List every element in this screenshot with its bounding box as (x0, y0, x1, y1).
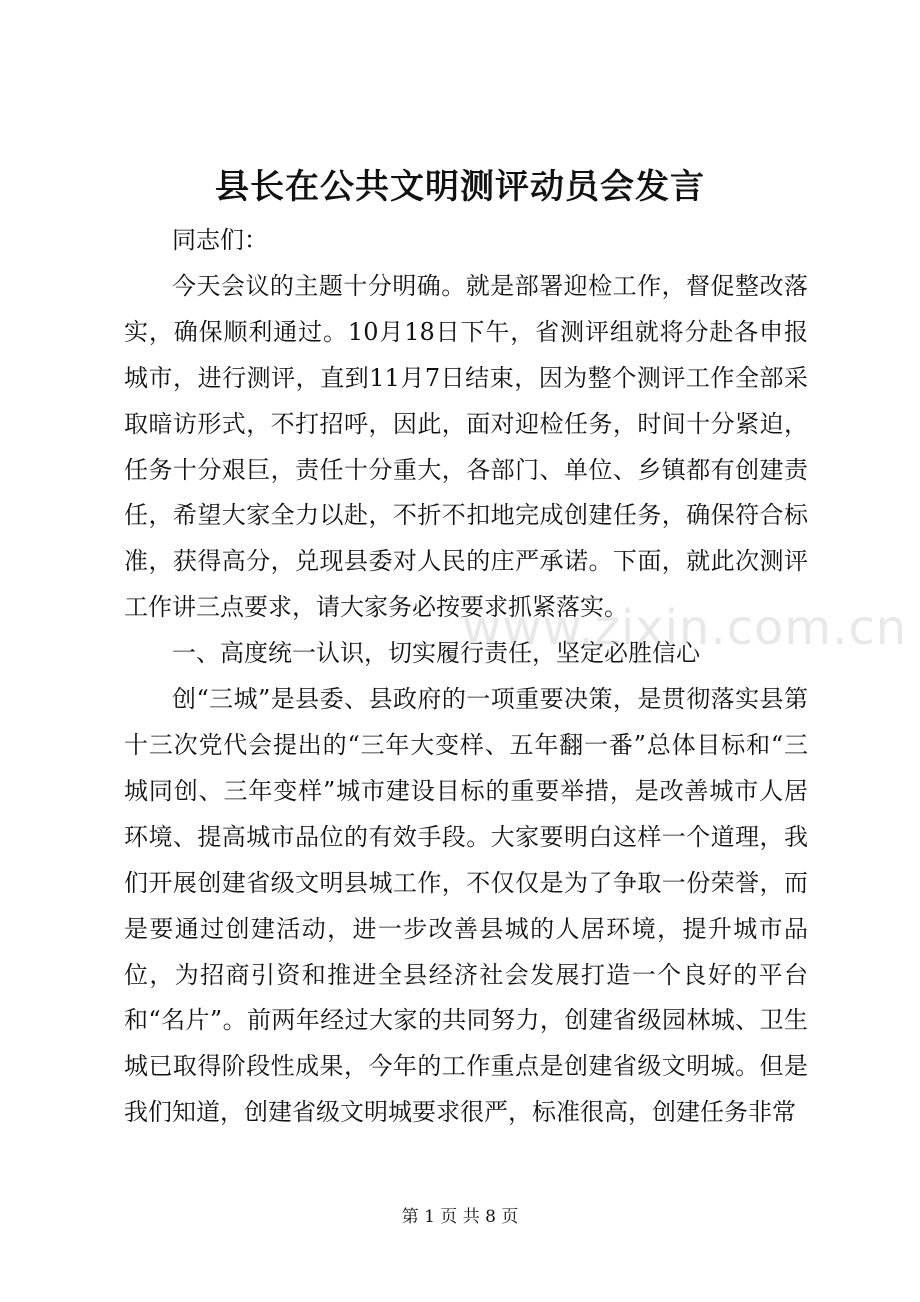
document-body (124, 218, 808, 1136)
section-heading-1: 一、高度统一认识，切实履行责任，坚定必胜信心 (172, 639, 700, 668)
greeting-paragraph: 同志们： (172, 226, 268, 254)
page-footer: 第 1 页 共 8 页 (401, 1207, 519, 1227)
watermark: www.zixin.com.cn (462, 600, 908, 656)
document-title: 县长在公共文明测评动员会发言 (215, 167, 705, 207)
body-paragraph-intro: 今天会议的主题十分明确。就是部署迎检工作，督促整改落实，确保顺利通过。10月18日下午，省测评组就将分赴各申报城市，进行测评，直到11月7日结束，因为整个测评工作全部采取暗访形式，不打招呼，因此，面对迎检任务，时间十分紧迫，任务十分艰巨，责任十分重大，各部门、单位、乡镇都有创建责任，希望大家全力以赴，不折不扣地完成创建任务，确保符合标准，获得高分，兑现县委对人民的庄严承诺。下面，就此次测评工作讲三点要求，请大家务必按要求抓紧落实。 (124, 271, 808, 622)
body-paragraph-section-1: 创“三城”是县委、县政府的一项重要决策，是贯彻落实县第十三次党代会提出的“三年大变样、五年翻一番”总体目标和“三城同创、三年变样”城市建设目标的重要举措，是改善城市人居环境、提高城市品位的有效手段。大家要明白这样一个道理，我们开展创建省级文明县城工作，不仅仅是为了争取一份荣誉，而是要通过创建活动，进一步改善县城的人居环境，提升城市品位，为招商引资和推进全县经济社会发展打造一个良好的平台和“名片”。前两年经过大家的共同努力，创建省级园林城、卫生城已取得阶段性成果，今年的工作重点是创建省级文明城。但是我们知道，创建省级文明城要求很严，标准很高，创建任务非常 (124, 685, 808, 1127)
